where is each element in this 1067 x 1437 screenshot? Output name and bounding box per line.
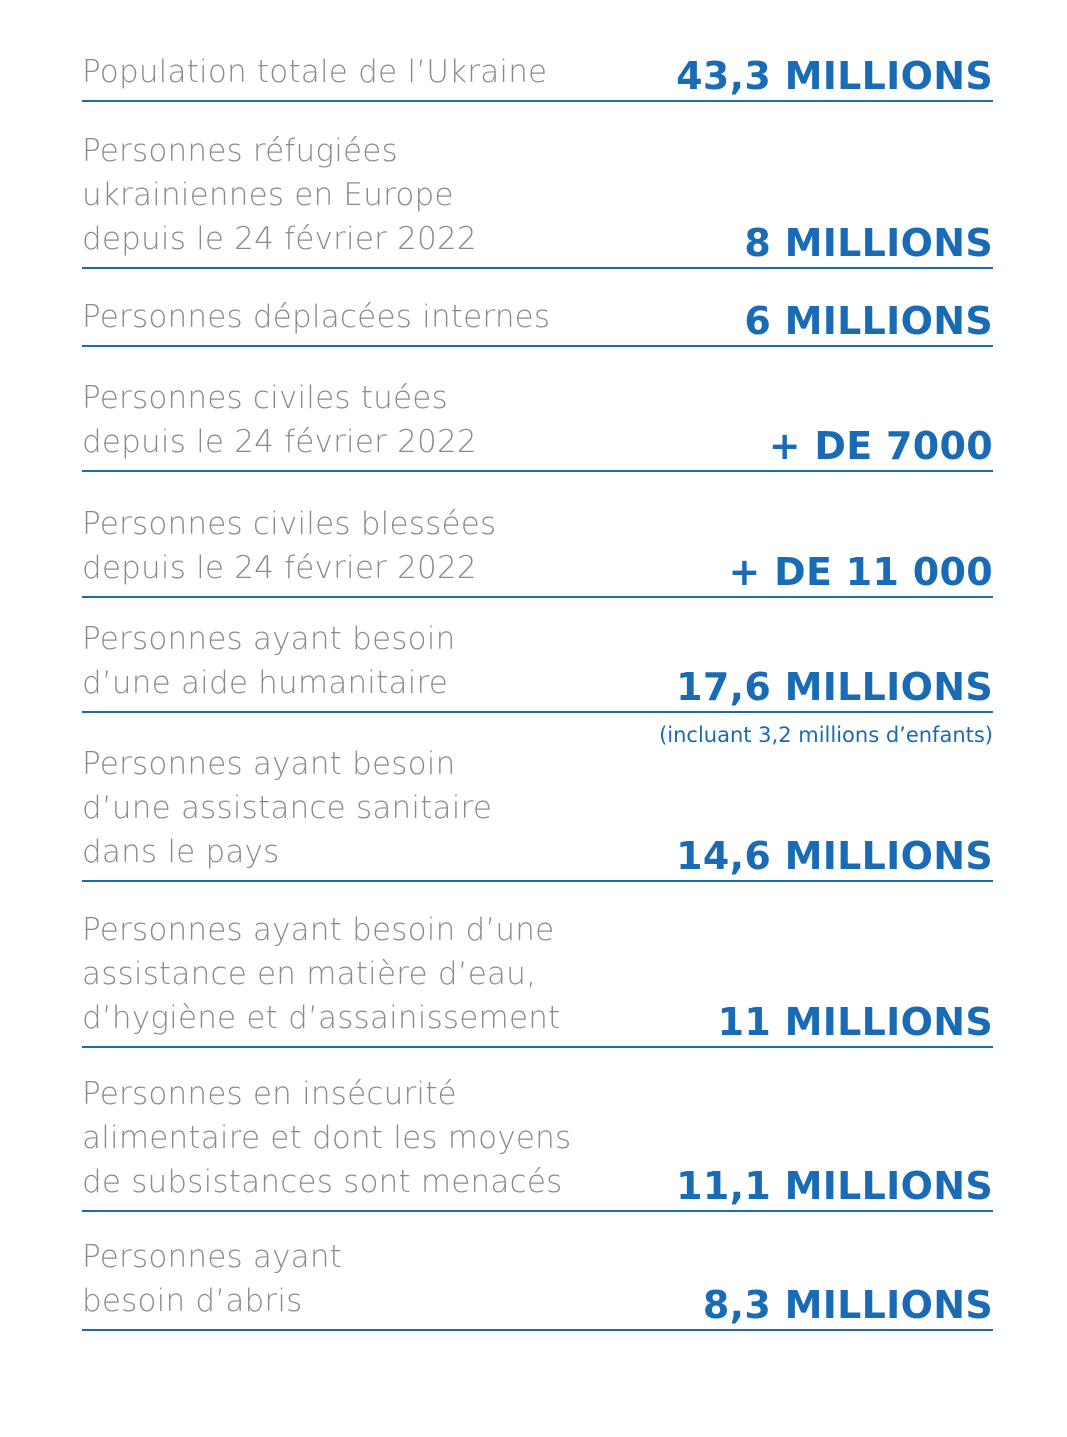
stat-row-food-insecurity: [82, 1066, 993, 1212]
stat-label: Personnes déplacées internes: [82, 299, 551, 335]
stat-label: Personnes en insécurité alimentaire et dont les moyens de subsistances sont menacés: [82, 1076, 572, 1200]
stat-value: 8 MILLIONS: [744, 221, 993, 265]
stat-row-shelter: [82, 1232, 993, 1331]
stat-label: Personnes ayant besoin d’une aide humanitaire: [82, 621, 456, 701]
stat-value: 11,1 MILLIONS: [676, 1164, 993, 1208]
stat-label: Personnes réfugiées ukrainiennes en Europe depuis le 24 février 2022: [82, 133, 477, 257]
stat-row-humanitarian-aid: [82, 610, 993, 713]
stat-row-refugees: [82, 120, 993, 269]
stat-row-health-assistance: [82, 735, 993, 882]
stat-note: (incluant 3,2 millions d’enfants): [659, 723, 993, 747]
stat-value: + DE 11 000: [728, 550, 993, 594]
stat-value: 11 MILLIONS: [717, 1000, 993, 1044]
stat-row-civilians-injured: [82, 490, 993, 598]
stat-value: 17,6 MILLIONS: [676, 665, 993, 709]
stat-value: 8,3 MILLIONS: [702, 1283, 993, 1327]
stat-value: 6 MILLIONS: [744, 299, 993, 343]
stat-value: 43,3 MILLIONS: [676, 54, 993, 98]
stat-row-population: [82, 40, 993, 102]
stat-row-civilians-killed: [82, 365, 993, 472]
stat-label: Personnes ayant besoin d’une assistance sanitaire dans le pays: [82, 746, 493, 870]
stat-label: Population totale de l’Ukraine: [82, 54, 548, 90]
stat-row-water-sanitation: [82, 900, 993, 1048]
stat-label: Personnes civiles tuées depuis le 24 février 2022: [82, 380, 477, 460]
stat-label: Personnes ayant besoin d’une assistance en matière d’eau, d’hygiène et d’assainissement: [82, 912, 561, 1036]
stat-row-displaced: [82, 285, 993, 347]
stat-value: + DE 7000: [768, 424, 993, 468]
stat-label: Personnes ayant besoin d’abris: [82, 1239, 343, 1319]
stat-label: Personnes civiles blessées depuis le 24 février 2022: [82, 506, 497, 586]
stat-value: 14,6 MILLIONS: [676, 834, 993, 878]
